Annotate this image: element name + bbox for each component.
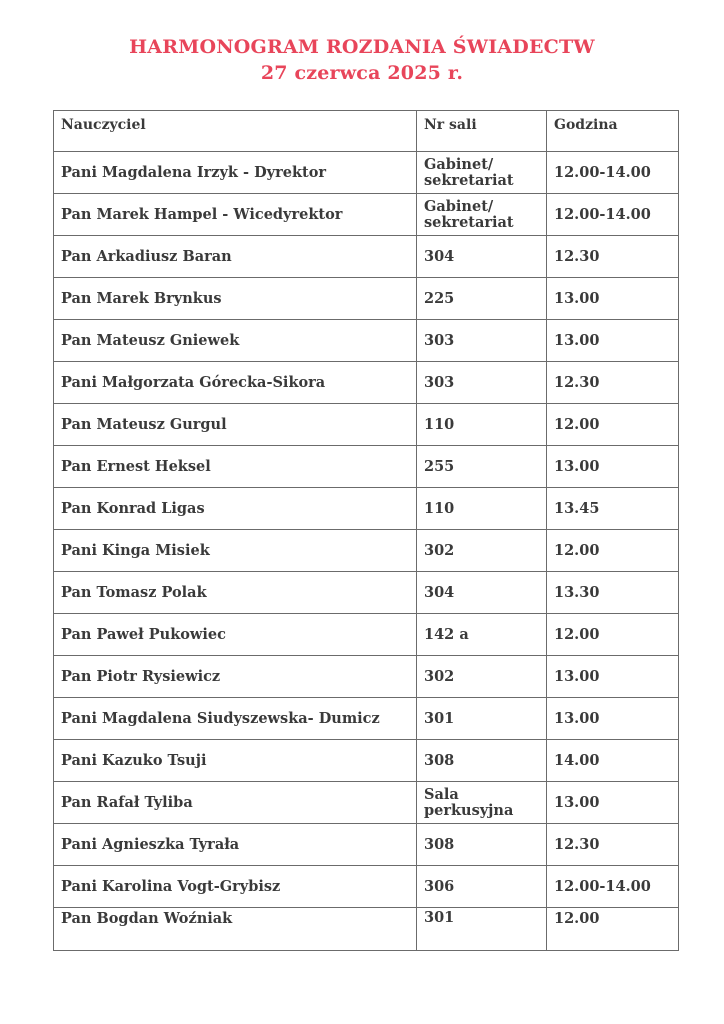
table-row <box>54 866 679 908</box>
table-header-row <box>54 111 679 152</box>
table-row <box>54 614 679 656</box>
room-cell: 308 <box>417 740 547 782</box>
time-cell: 12.00 <box>547 530 679 572</box>
table-row <box>54 656 679 698</box>
time-cell: 12.00 <box>547 404 679 446</box>
time-cell: 12.30 <box>547 236 679 278</box>
teacher-cell: Pani Małgorzata Górecka-Sikora <box>54 362 417 404</box>
time-cell: 13.45 <box>547 488 679 530</box>
time-cell: 13.00 <box>547 698 679 740</box>
document-title: HARMONOGRAM ROZDANIA ŚWIADECTW <box>129 36 595 58</box>
time-cell: 12.00-14.00 <box>547 866 679 908</box>
teacher-cell: Pani Magdalena Siudyszewska- Dumicz <box>54 698 417 740</box>
room-cell: 142 a <box>417 614 547 656</box>
teacher-cell: Pani Kinga Misiek <box>54 530 417 572</box>
time-cell: 13.00 <box>547 446 679 488</box>
teacher-cell: Pan Konrad Ligas <box>54 488 417 530</box>
room-cell: 225 <box>417 278 547 320</box>
teacher-cell: Pan Mateusz Gniewek <box>54 320 417 362</box>
time-cell: 12.00 <box>547 908 679 951</box>
table-row <box>54 278 679 320</box>
table-row <box>54 152 679 194</box>
room-cell: 304 <box>417 572 547 614</box>
table-row <box>54 530 679 572</box>
room-cell: 304 <box>417 236 547 278</box>
room-cell: 308 <box>417 824 547 866</box>
room-cell: 303 <box>417 362 547 404</box>
time-cell: 14.00 <box>547 740 679 782</box>
room-cell: Sala perkusyjna <box>417 782 547 824</box>
table-row <box>54 782 679 824</box>
room-cell: Gabinet/ sekretariat <box>417 194 547 236</box>
column-header-room: Nr sali <box>417 111 547 152</box>
time-cell: 12.30 <box>547 824 679 866</box>
table-row <box>54 404 679 446</box>
schedule-table <box>53 110 679 951</box>
time-cell: 13.00 <box>547 278 679 320</box>
room-cell: 302 <box>417 656 547 698</box>
teacher-cell: Pan Bogdan Woźniak <box>54 908 417 951</box>
teacher-cell: Pani Karolina Vogt-Grybisz <box>54 866 417 908</box>
time-cell: 13.00 <box>547 320 679 362</box>
time-cell: 12.30 <box>547 362 679 404</box>
room-cell: 301 <box>417 698 547 740</box>
time-cell: 12.00-14.00 <box>547 152 679 194</box>
teacher-cell: Pan Paweł Pukowiec <box>54 614 417 656</box>
table-row <box>54 236 679 278</box>
teacher-cell: Pan Marek Hampel - Wicedyrektor <box>54 194 417 236</box>
time-cell: 13.00 <box>547 782 679 824</box>
teacher-cell: Pan Ernest Heksel <box>54 446 417 488</box>
room-cell: 306 <box>417 866 547 908</box>
table-row <box>54 320 679 362</box>
teacher-cell: Pan Rafał Tyliba <box>54 782 417 824</box>
table-row <box>54 572 679 614</box>
table-row <box>54 908 679 951</box>
room-cell: 110 <box>417 404 547 446</box>
document-date: 27 czerwca 2025 r. <box>260 62 464 84</box>
teacher-cell: Pani Agnieszka Tyrała <box>54 824 417 866</box>
table-row <box>54 824 679 866</box>
table-row <box>54 698 679 740</box>
room-cell: 255 <box>417 446 547 488</box>
teacher-cell: Pani Magdalena Irzyk - Dyrektor <box>54 152 417 194</box>
room-cell: 302 <box>417 530 547 572</box>
column-header-time: Godzina <box>547 111 679 152</box>
room-cell: 301 <box>417 908 547 951</box>
table-row <box>54 740 679 782</box>
room-cell: Gabinet/ sekretariat <box>417 152 547 194</box>
table-row <box>54 488 679 530</box>
time-cell: 13.00 <box>547 656 679 698</box>
time-cell: 12.00-14.00 <box>547 194 679 236</box>
time-cell: 13.30 <box>547 572 679 614</box>
teacher-cell: Pan Mateusz Gurgul <box>54 404 417 446</box>
time-cell: 12.00 <box>547 614 679 656</box>
room-cell: 110 <box>417 488 547 530</box>
teacher-cell: Pan Tomasz Polak <box>54 572 417 614</box>
column-header-teacher: Nauczyciel <box>54 111 417 152</box>
teacher-cell: Pan Arkadiusz Baran <box>54 236 417 278</box>
table-row <box>54 362 679 404</box>
teacher-cell: Pan Piotr Rysiewicz <box>54 656 417 698</box>
room-cell: 303 <box>417 320 547 362</box>
teacher-cell: Pan Marek Brynkus <box>54 278 417 320</box>
table-row <box>54 194 679 236</box>
teacher-cell: Pani Kazuko Tsuji <box>54 740 417 782</box>
table-body <box>54 152 679 951</box>
table-row <box>54 446 679 488</box>
